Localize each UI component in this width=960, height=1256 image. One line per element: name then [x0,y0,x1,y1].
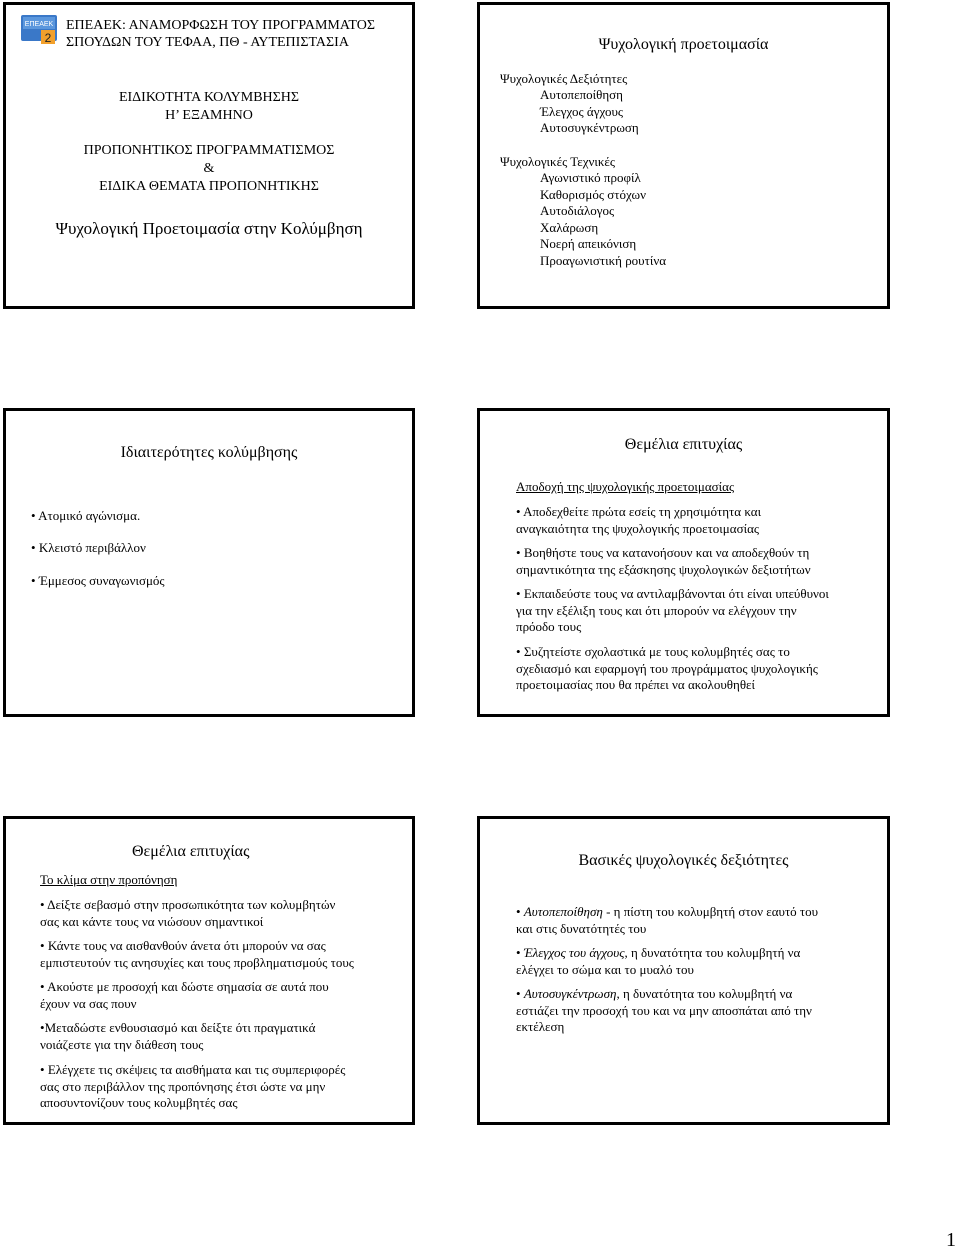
specialty-block [6,89,412,125]
bullet-item: •Μεταδώστε ενθουσιασμό και δείξτε ότι πραγματικά νοιάζεστε για την διάθεση τους [40,1020,316,1052]
bullet-text-cont: ελέγχει το σώμα και το μυαλό του [516,961,694,977]
techniques-item-2: Καθορισμός στόχων [540,187,646,202]
bullet-text: Βοηθήστε τους να κατανοήσουν και να αποδεχθούν τη [523,545,810,560]
bullet-text-cont: προετοιμασίας που θα πρέπει να ακολουθηθεί [516,677,756,692]
skill-definition: , η δυνατότητα του κολυμβητή να [624,945,801,960]
bullet-item: • Αυτοπεποίθηση - η πίστη του κολυμβητή στον εαυτό του και στις δυνατότητές του [516,904,819,936]
skill-term: Αυτοσυγκέντρωση [523,986,617,1001]
logo-text: ΕΠΕΑΕΚ [24,21,54,28]
techniques-item-4: Χαλάρωση [540,220,599,235]
slide-2 [477,2,890,309]
bullet-text: Συζητείστε σχολαστικά με τους κολυμβητές σας το [523,644,790,659]
header-line-1: ΕΠΕΑΕΚ: ΑΝΑΜΟΡΦΩΣΗ ΤΟΥ ΠΡΟΓΡΑΜΜΑΤΟΣ [66,18,375,33]
header-line-2: ΣΠΟΥΔΩΝ ΤΟΥ ΤΕΦΑΑ, ΠΘ - ΑΥΤΕΠΙΣΤΑΣΙΑ [66,35,349,50]
bullet-text-cont: σχεδιασμό και εφαρμογή του προγράμματος ψυχολογικής [516,660,818,676]
slide4-title: Θεμέλια επιτυχίας [624,436,743,453]
bullet-text-cont: για την εξέλιξη τους και ότι μπορούν να ελέγχουν την [516,602,797,618]
slide-4 [477,408,890,717]
bullet-text-cont: έχουν να σας πουν [40,995,137,1011]
techniques-item-5: Νοερή απεικόνιση [540,236,637,251]
bullet-text: Κλειστό περιβάλλον [38,540,146,555]
bullet-item: • Δείξτε σεβασμό στην προσωπικότητα των κολυμβητών σας και κάντε τους να νιώσουν σημαντικοί [40,897,336,929]
slide5-title: Θεμέλια επιτυχίας [132,843,250,860]
skill-definition: , η δυνατότητα του κολυμβητή να [616,986,793,1001]
bullet-text-cont: νοιάζεστε για την διάθεση τους [40,1036,204,1052]
bullet-text: Αποδεχθείτε πρώτα εσείς τη χρησιμότητα και [523,504,762,519]
skill-term: Αυτοπεποίθηση [523,904,603,919]
techniques-item-1: Αγωνιστικό προφίλ [540,170,641,185]
specialty-line-1: ΕΙΔΙΚΟΤΗΤΑ ΚΟΛΥΜΒΗΣΗΣ [118,90,300,105]
bullet-item: • Έλεγχος του άγχους, η δυνατότητα του κολυμβητή να ελέγχει το σώμα και το μυαλό του [516,945,801,977]
program-block [6,142,412,196]
slide5-subtitle: Το κλίμα στην προπόνηση [40,872,178,887]
skill-definition: - η πίστη του κολυμβητή στον εαυτό του [602,904,819,919]
bullet-text: Έμμεσος συναγωνισμός [38,573,165,588]
techniques-heading: Ψυχολογικές Τεχνικές [500,154,616,169]
bullet-item: • Κλειστό περιβάλλον [31,540,146,555]
program-line-2: & [203,161,215,176]
bullet-text: Ατομικό αγώνισμα. [38,508,141,523]
slide-3 [3,408,415,717]
bullet-item: • Βοηθήστε τους να κατανοήσουν και να αποδεχθούν τη σημαντικότητα της εξάσκησης ψυχολογικών δεξιοτήτων [516,545,811,577]
slide-6 [477,816,890,1125]
bullet-item: • Ακούστε με προσοχή και δώστε σημασία σε αυτά που έχουν να σας πουν [40,979,329,1011]
bullet-text-cont: σας στο περιβάλλον της προπόνησης έτσι ώστε να μην [40,1078,326,1094]
slide1-title: Ψυχολογική Προετοιμασία στην Κολύμβηση [55,219,363,238]
techniques-item-3: Αυτοδιάλογος [540,203,615,218]
bullet-item: • Ατομικό αγώνισμα. [31,508,141,523]
slide4-subtitle: Αποδοχή της ψυχολογικής προετοιμασίας [516,479,735,494]
bullet-item: • Εκπαιδεύστε τους να αντιλαμβάνονται ότι είναι υπεύθυνοι για την εξέλιξη τους και ότι μπορούν να ελέγχουν την πρόοδο τους [516,586,829,634]
bullet-text-cont: και στις δυνατότητές του [516,920,647,936]
bullet-text: Εκπαιδεύστε τους να αντιλαμβάνονται ότι είναι υπεύθυνοι [523,586,829,601]
bullet-text: Δείξτε σεβασμό στην προσωπικότητα των κολυμβητών [47,897,336,912]
techniques-item-6: Προαγωνιστική ρουτίνα [540,253,667,268]
slide2-title: Ψυχολογική προετοιμασία [598,36,769,53]
bullet-text-cont: αναγκαιότητα της ψυχολογικής προετοιμασίας [516,520,760,536]
logo-number: 2 [44,31,52,45]
skills-item-1: Αυτοπεποίθηση [540,87,623,102]
bullet-text-cont: αποσυντονίζουν τους κολυμβητές σας [40,1095,238,1110]
bullet-text: Μεταδώστε ενθουσιασμό και δείξτε ότι πραγματικά [44,1020,316,1035]
bullet-text: Κάντε τους να αισθανθούν άνετα ότι μπορούν να σας [47,938,326,953]
bullet-item: • Ελέγχετε τις σκέψεις τα αισθήματα και τις συμπεριφορές σας στο περιβάλλον της προπόνησης έτσι ώστε να μην αποσυντονίζουν τους κολυμβητές σας [40,1062,346,1110]
bullet-text-cont: σας και κάντε τους να νιώσουν σημαντικοί [40,913,264,929]
bullet-item: • Έμμεσος συναγωνισμός [31,573,165,588]
skill-term: Έλεγχος του άγχους [523,945,625,960]
bullet-text-cont: σημαντικότητα της εξάσκησης ψυχολογικών δεξιοτήτων [516,561,811,577]
bullet-item: • Αποδεχθείτε πρώτα εσείς τη χρησιμότητα και αναγκαιότητα της ψυχολογικής προετοιμασίας [516,504,762,536]
skills-item-3: Αυτοσυγκέντρωση [540,120,639,135]
bullet-text-cont: εκτέλεση [516,1019,565,1034]
program-line-1: ΠΡΟΠΟΝΗΤΙΚΟΣ ΠΡΟΓΡΑΜΜΑΤΙΣΜΟΣ [83,143,335,158]
specialty-line-2: Η’ ΕΞΑΜΗΝΟ [165,108,253,123]
bullet-item: • Κάντε τους να αισθανθούν άνετα ότι μπορούν να σας εμπιστευτούν τις ανησυχίες και τους προβληματισμούς τους [40,938,354,970]
slide-1 [3,2,415,309]
slide-5 [3,816,415,1125]
program-line-3: ΕΙΔΙΚΑ ΘΕΜΑΤΑ ΠΡΟΠΟΝΗΤΙΚΗΣ [99,179,319,194]
bullet-item: • Αυτοσυγκέντρωση, η δυνατότητα του κολυμβητή να εστιάζει την προσοχή του και να μην αποσπάται από την εκτέλεση [516,986,812,1034]
skills-item-2: Έλεγχος άγχους [540,104,624,119]
skills-heading: Ψυχολογικές Δεξιότητες [500,71,628,86]
bullet-text: Ελέγχετε τις σκέψεις τα αισθήματα και τις συμπεριφορές [47,1062,346,1077]
slide6-title: Βασικές ψυχολογικές δεξιότητες [578,852,789,869]
bullet-text: Ακούστε με προσοχή και δώστε σημασία σε αυτά που [47,979,329,994]
epeaek-logo [21,15,57,45]
bullet-text-cont: πρόοδο τους [516,619,582,634]
bullet-item: • Συζητείστε σχολαστικά με τους κολυμβητές σας το σχεδιασμό και εφαρμογή του προγράμματος ψυχολογικής προετοιμασίας που θα πρέπει να ακολουθηθεί [516,644,818,692]
bullet-text-cont: εμπιστευτούν τις ανησυχίες και τους προβληματισμούς τους [40,954,354,970]
bullet-text-cont: εστιάζει την προσοχή του και να μην αποσπάται από την [516,1002,812,1018]
page-number: 1 [946,1229,956,1251]
slide3-title: Ιδιαιτερότητες κολύμβησης [120,444,298,461]
